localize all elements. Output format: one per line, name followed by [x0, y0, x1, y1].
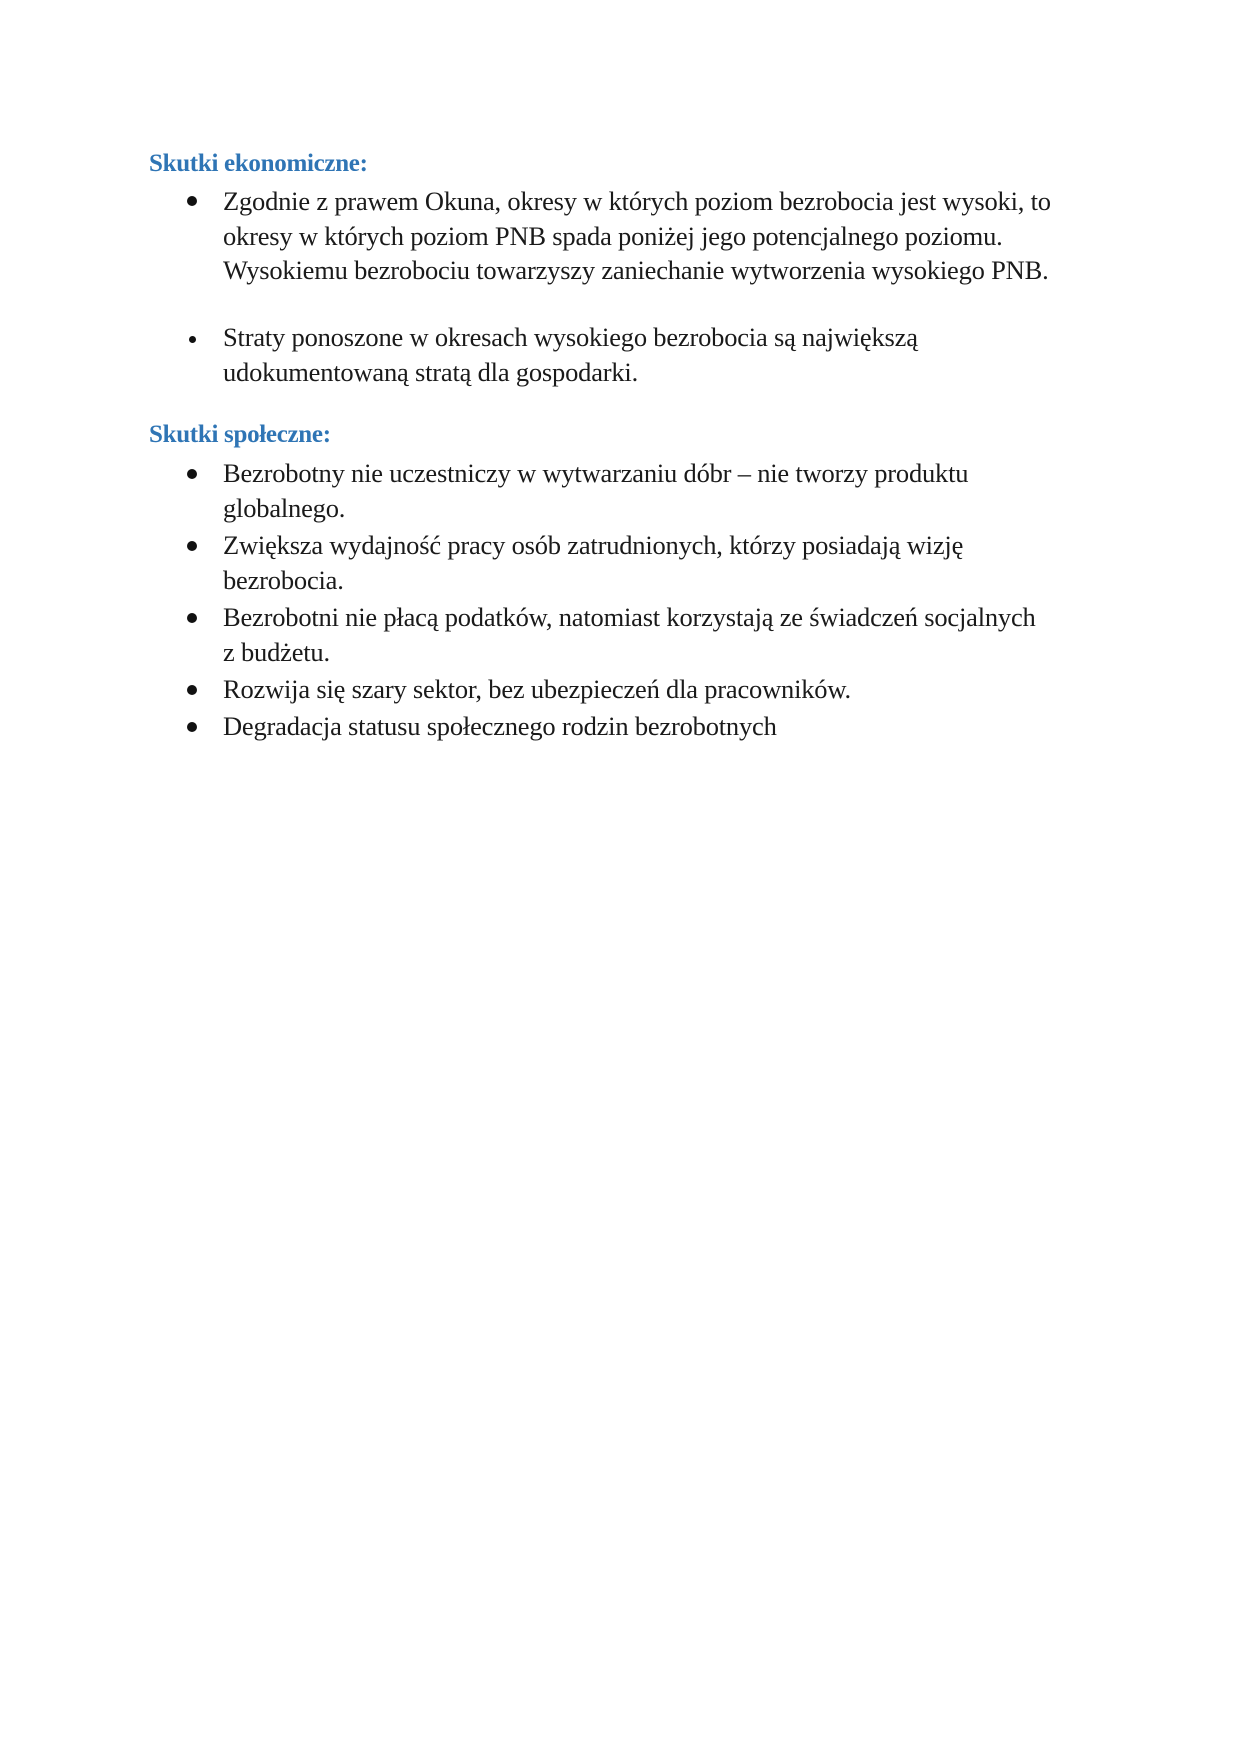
list-item-text: Zgodnie z prawem Okuna, okresy w których poziom bezrobocia jest wysoki, to okresy w których poziom PNB spada poniżej jego potencjalnego poziomu. Wysokiemu bezrobociu towarzyszy zaniechanie wytworzenia wysokiego PNB. — [223, 186, 1051, 285]
list-item-text: Zwiększa wydajność pracy osób zatrudnionych, którzy posiadają wizję bezrobocia. — [223, 530, 964, 595]
list-item-text: Degradacja statusu społecznego rodzin bezrobotnych — [223, 711, 777, 741]
bullet-icon — [187, 469, 197, 479]
bullet-icon — [187, 613, 197, 623]
bullet-icon — [187, 541, 197, 551]
list-item-text: Rozwija się szary sektor, bez ubezpieczeń dla pracowników. — [223, 674, 851, 704]
list-item-text: Bezrobotni nie płacą podatków, natomiast korzystają ze świadczeń socjalnych z budżetu. — [223, 602, 1036, 667]
bullet-icon — [189, 336, 196, 343]
heading-social-effects: Skutki społeczne: — [149, 421, 331, 448]
list-item-text: Bezrobotny nie uczestniczy w wytwarzaniu dóbr – nie tworzy produktu globalnego. — [223, 458, 969, 523]
bullet-icon — [187, 722, 197, 732]
bullet-icon — [187, 685, 197, 695]
bullet-icon — [187, 196, 197, 206]
list-item-text: Straty ponoszone w okresach wysokiego bezrobocia są największą udokumentowaną stratą dla gospodarki. — [223, 322, 918, 387]
heading-economic-effects: Skutki ekonomiczne: — [149, 150, 368, 177]
